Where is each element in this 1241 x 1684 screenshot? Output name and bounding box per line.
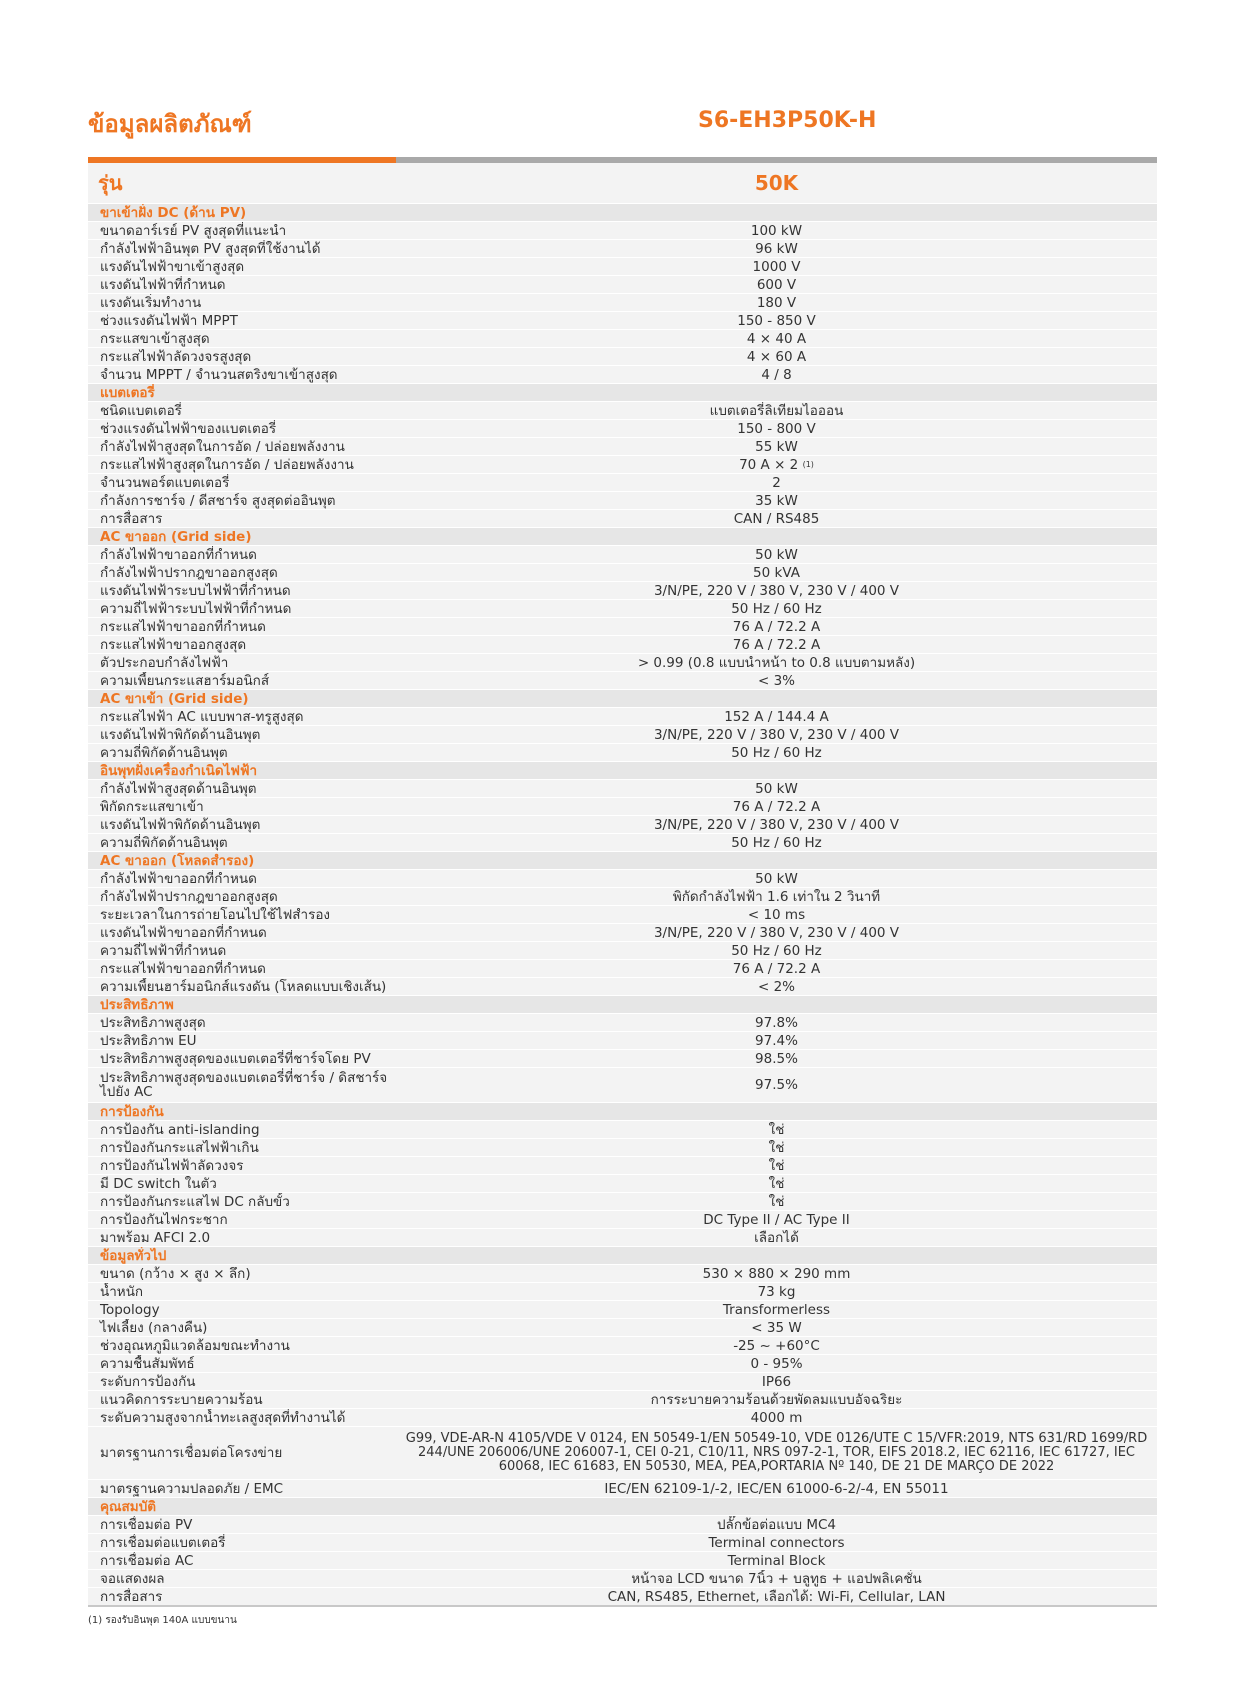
- spec-label: กำลังไฟฟ้าปรากฎขาออกสูงสุด: [88, 888, 396, 906]
- spec-label: แรงดันไฟฟ้าพิกัดด้านอินพุต: [88, 726, 396, 744]
- spec-row: [88, 1552, 1157, 1570]
- spec-row: [88, 1409, 1157, 1427]
- model-row: [88, 163, 1157, 204]
- spec-row: [88, 924, 1157, 942]
- spec-value-text: การระบายความร้อนด้วยพัดลมแบบอัจฉริยะ: [650, 1391, 903, 1408]
- spec-value: [396, 546, 1157, 564]
- spec-row: [88, 618, 1157, 636]
- spec-value: [396, 258, 1157, 276]
- spec-label: มาพร้อม AFCI 2.0: [88, 1229, 396, 1247]
- spec-value: [396, 456, 1157, 474]
- section-header: [88, 528, 1157, 546]
- spec-value: [396, 240, 1157, 258]
- spec-row: [88, 654, 1157, 672]
- spec-value-text: 1000 V: [752, 258, 801, 275]
- spec-row: [88, 1121, 1157, 1139]
- spec-label: ตัวประกอบกำลังไฟฟ้า: [88, 654, 396, 672]
- spec-label: การป้องกัน anti-islanding: [88, 1121, 396, 1139]
- spec-label: ไฟเลี้ยง (กลางคืน): [88, 1319, 396, 1337]
- spec-value-text: 3/N/PE, 220 V / 380 V, 230 V / 400 V: [653, 924, 900, 941]
- spec-row: [88, 1283, 1157, 1301]
- spec-value: [396, 330, 1157, 348]
- spec-value-text: ใช่: [768, 1157, 785, 1174]
- spec-row: [88, 1139, 1157, 1157]
- section-header: [88, 852, 1157, 870]
- spec-value: [396, 564, 1157, 582]
- spec-value-text: พิกัดกำลังไฟฟ้า 1.6 เท่าใน 2 วินาที: [672, 888, 881, 905]
- spec-label: ขนาดอาร์เรย์ PV สูงสุดที่แนะนำ: [88, 222, 396, 240]
- spec-label: แรงดันเริ่มทำงาน: [88, 294, 396, 312]
- spec-value: [396, 1552, 1157, 1570]
- spec-row: [88, 978, 1157, 996]
- spec-value: [396, 1157, 1157, 1175]
- spec-row: [88, 222, 1157, 240]
- spec-label: แรงดันไฟฟ้าพิกัดด้านอินพุต: [88, 816, 396, 834]
- section-title: การป้องกัน: [88, 1103, 1157, 1121]
- spec-value-text: 76 A / 72.2 A: [732, 618, 821, 635]
- spec-value-text: 3/N/PE, 220 V / 380 V, 230 V / 400 V: [653, 726, 900, 743]
- spec-label: ระดับความสูงจากน้ำทะเลสูงสุดที่ทำงานได้: [88, 1409, 396, 1427]
- spec-label: กระแสขาเข้าสูงสุด: [88, 330, 396, 348]
- spec-value: [396, 654, 1157, 672]
- spec-value-text: 96 kW: [755, 240, 798, 257]
- spec-row: [88, 1570, 1157, 1588]
- model-label: รุ่น: [88, 163, 396, 204]
- spec-row: [88, 1193, 1157, 1211]
- spec-label: แรงดันไฟฟ้าขาออกที่กำหนด: [88, 924, 396, 942]
- spec-label: การเชื่อมต่อแบตเตอรี่: [88, 1534, 396, 1552]
- spec-label: กำลังไฟฟ้าปรากฎขาออกสูงสุด: [88, 564, 396, 582]
- spec-row: [88, 1391, 1157, 1409]
- spec-value: [396, 1570, 1157, 1588]
- spec-row: [88, 312, 1157, 330]
- spec-value: [396, 492, 1157, 510]
- section-header: [88, 762, 1157, 780]
- section-header: [88, 996, 1157, 1014]
- spec-value: [396, 1355, 1157, 1373]
- spec-row: [88, 438, 1157, 456]
- spec-row: [88, 708, 1157, 726]
- section-title: ประสิทธิภาพ: [88, 996, 1157, 1014]
- spec-value: [396, 906, 1157, 924]
- spec-value-text: 2: [772, 474, 781, 491]
- spec-value: [396, 1337, 1157, 1355]
- spec-value-text: -25 ~ +60°C: [733, 1337, 820, 1354]
- page-title: ข้อมูลผลิตภัณฑ์: [88, 110, 252, 138]
- spec-row: [88, 1480, 1157, 1498]
- spec-value: [396, 1373, 1157, 1391]
- spec-label: ความเพี้ยนกระแสฮาร์มอนิกส์: [88, 672, 396, 690]
- spec-label: ช่วงแรงดันไฟฟ้า MPPT: [88, 312, 396, 330]
- spec-value-text: DC Type II / AC Type II: [703, 1211, 850, 1228]
- spec-label: ชนิดแบตเตอรี่: [88, 402, 396, 420]
- spec-value-text: 4 / 8: [761, 366, 792, 383]
- spec-label: การสื่อสาร: [88, 510, 396, 528]
- spec-value-text: 530 × 880 × 290 mm: [702, 1265, 851, 1282]
- spec-value: [396, 438, 1157, 456]
- spec-value: [396, 942, 1157, 960]
- spec-label: การสื่อสาร: [88, 1588, 396, 1607]
- spec-row: [88, 1355, 1157, 1373]
- spec-label: กำลังไฟฟ้าขาออกที่กำหนด: [88, 546, 396, 564]
- spec-value: [396, 1193, 1157, 1211]
- spec-value: [396, 1391, 1157, 1409]
- spec-value: [396, 816, 1157, 834]
- spec-label: กระแสไฟฟ้าขาออกที่กำหนด: [88, 960, 396, 978]
- spec-value: [396, 636, 1157, 654]
- spec-value: [396, 780, 1157, 798]
- spec-value-text: 50 Hz / 60 Hz: [731, 600, 822, 617]
- spec-value-text: < 2%: [757, 978, 796, 995]
- spec-value-text: 50 kVA: [753, 564, 800, 581]
- spec-label: ประสิทธิภาพสูงสุดของแบตเตอรี่ที่ชาร์จ / ดิสชาร์จไปยัง AC: [88, 1068, 396, 1103]
- section-header: [88, 1498, 1157, 1516]
- spec-row: [88, 564, 1157, 582]
- spec-value-text: 97.8%: [755, 1014, 798, 1031]
- spec-label: ความถี่ไฟฟ้าที่กำหนด: [88, 942, 396, 960]
- section-title: AC ขาออก (Grid side): [88, 528, 1157, 546]
- spec-row: [88, 582, 1157, 600]
- spec-row: [88, 348, 1157, 366]
- spec-value-text: Terminal Block: [727, 1552, 826, 1569]
- spec-label: กระแสไฟฟ้าสูงสุดในการอัด / ปล่อยพลังงาน: [88, 456, 396, 474]
- spec-value: [396, 1229, 1157, 1247]
- spec-label: ความเพี้ยนฮาร์มอนิกส์แรงดัน (โหลดแบบเชิงเส้น): [88, 978, 396, 996]
- spec-value-text: > 0.99 (0.8 แบบนำหน้า to 0.8 แบบตามหลัง): [637, 654, 916, 671]
- section-header: [88, 1247, 1157, 1265]
- spec-row: [88, 672, 1157, 690]
- spec-label: Topology: [88, 1301, 396, 1319]
- spec-label: น้ำหนัก: [88, 1283, 396, 1301]
- spec-row: [88, 294, 1157, 312]
- spec-value-text: CAN, RS485, Ethernet, เลือกได้: Wi-Fi, Cellular, LAN: [607, 1588, 946, 1605]
- spec-value: [396, 510, 1157, 528]
- spec-label: กระแสไฟฟ้าขาออกที่กำหนด: [88, 618, 396, 636]
- section-title: ข้อมูลทั่วไป: [88, 1247, 1157, 1265]
- spec-value-text: < 35 W: [751, 1319, 802, 1336]
- spec-value-text: 150 - 800 V: [737, 420, 816, 437]
- spec-value: [396, 924, 1157, 942]
- spec-value-text: 50 Hz / 60 Hz: [731, 744, 822, 761]
- spec-row: [88, 798, 1157, 816]
- spec-value: [396, 1516, 1157, 1534]
- spec-label: ประสิทธิภาพสูงสุดของแบตเตอรี่ที่ชาร์จโดย PV: [88, 1050, 396, 1068]
- spec-value: [396, 1175, 1157, 1193]
- spec-label: แรงดันไฟฟ้าระบบไฟฟ้าที่กำหนด: [88, 582, 396, 600]
- spec-value-text: 50 kW: [755, 546, 798, 563]
- spec-row: [88, 816, 1157, 834]
- spec-row: [88, 1516, 1157, 1534]
- spec-value: [396, 870, 1157, 888]
- spec-value-text: < 3%: [757, 672, 796, 689]
- spec-label: กระแสไฟฟ้า AC แบบพาส-ทรูสูงสุด: [88, 708, 396, 726]
- spec-value: [396, 1283, 1157, 1301]
- spec-label: กำลังไฟฟ้าอินพุต PV สูงสุดที่ใช้งานได้: [88, 240, 396, 258]
- model-value: 50K: [396, 163, 1157, 204]
- spec-value-text: G99, VDE-AR-N 4105/VDE V 0124, EN 50549-1/EN 50549-10, VDE 0126/UTE C 15/VFR:2019, NTS 631/RD 1699/RD 244/UNE 206006/UNE 206007-1, CEI 0-21, C10/11, NRS 097-2-1, TOR, EIFS 2018.2, IEC 62116, IEC 61727, IEC 60068, IEC 61683, EN 50530, MEA, PEA,PORTARIA Nº 140, DE 21 DE MARÇO DE 2022: [405, 1431, 1148, 1474]
- spec-value: [396, 1427, 1157, 1480]
- spec-value-text: 600 V: [756, 276, 797, 293]
- section-title: อินพุทฝั่งเครื่องกำเนิดไฟฟ้า: [88, 762, 1157, 780]
- spec-value: [396, 222, 1157, 240]
- spec-value: [396, 1211, 1157, 1229]
- spec-value-text: 4 × 60 A: [746, 348, 807, 365]
- spec-value: [396, 1068, 1157, 1103]
- spec-value-text: 50 Hz / 60 Hz: [731, 942, 822, 959]
- spec-label: กำลังไฟฟ้าสูงสุดด้านอินพุต: [88, 780, 396, 798]
- spec-value-text: 4 × 40 A: [746, 330, 807, 347]
- spec-label: การป้องกันกระแสไฟฟ้าเกิน: [88, 1139, 396, 1157]
- spec-value-text: หน้าจอ LCD ขนาด 7นิ้ว + บลูทูธ + แอปพลิเคชั่น: [631, 1570, 922, 1587]
- spec-value-text: ปลั๊กข้อต่อแบบ MC4: [716, 1516, 837, 1533]
- spec-value-text: 70 A × 2: [739, 456, 799, 473]
- spec-label: มาตรฐานการเชื่อมต่อโครงข่าย: [88, 1427, 396, 1480]
- spec-value-text: 0 - 95%: [750, 1355, 803, 1372]
- spec-value-text: Terminal connectors: [708, 1534, 845, 1551]
- spec-row: [88, 1014, 1157, 1032]
- spec-row: [88, 258, 1157, 276]
- spec-value-text: แบตเตอรี่ลิเทียมไอออน: [709, 402, 844, 419]
- spec-value-text: 4000 m: [750, 1409, 803, 1426]
- spec-row: [88, 366, 1157, 384]
- spec-value: [396, 798, 1157, 816]
- spec-value-text: เลือกได้: [754, 1229, 799, 1246]
- spec-row: [88, 1319, 1157, 1337]
- footnote: (1) รองรับอินพุต 140A แบบขนาน: [88, 1615, 237, 1626]
- spec-row: [88, 726, 1157, 744]
- spec-row: [88, 1373, 1157, 1391]
- spec-row: [88, 906, 1157, 924]
- spec-value: [396, 1265, 1157, 1283]
- spec-value: [396, 348, 1157, 366]
- spec-row: [88, 888, 1157, 906]
- section-header: [88, 690, 1157, 708]
- spec-label: มี DC switch ในตัว: [88, 1175, 396, 1193]
- spec-table: [88, 163, 1157, 1607]
- spec-label: จำนวน MPPT / จำนวนสตริงขาเข้าสูงสุด: [88, 366, 396, 384]
- spec-row: [88, 600, 1157, 618]
- section-header: [88, 204, 1157, 222]
- spec-value-text: 150 - 850 V: [737, 312, 816, 329]
- spec-value-text: ใช่: [768, 1139, 785, 1156]
- spec-row: [88, 1427, 1157, 1480]
- spec-value: [396, 582, 1157, 600]
- spec-row: [88, 1157, 1157, 1175]
- spec-row: [88, 942, 1157, 960]
- spec-row: [88, 546, 1157, 564]
- spec-value: [396, 312, 1157, 330]
- spec-value: [396, 1032, 1157, 1050]
- spec-value-text: 73 kg: [757, 1283, 796, 1300]
- spec-row: [88, 1211, 1157, 1229]
- spec-value: [396, 960, 1157, 978]
- spec-row: [88, 780, 1157, 798]
- spec-value-text: < 10 ms: [747, 906, 806, 923]
- spec-label: ระดับการป้องกัน: [88, 1373, 396, 1391]
- section-header: [88, 384, 1157, 402]
- spec-value-text: 100 kW: [750, 222, 803, 239]
- spec-value-text: ใช่: [768, 1175, 785, 1192]
- spec-value: [396, 1139, 1157, 1157]
- spec-label: ประสิทธิภาพ EU: [88, 1032, 396, 1050]
- spec-row: [88, 834, 1157, 852]
- spec-label: ประสิทธิภาพสูงสุด: [88, 1014, 396, 1032]
- spec-row: [88, 1050, 1157, 1068]
- spec-row: [88, 474, 1157, 492]
- spec-value-text: 76 A / 72.2 A: [732, 960, 821, 977]
- spec-row: [88, 1032, 1157, 1050]
- spec-label: แรงดันไฟฟ้าขาเข้าสูงสุด: [88, 258, 396, 276]
- spec-value-text: 97.4%: [755, 1032, 798, 1049]
- spec-row: [88, 1337, 1157, 1355]
- section-title: ขาเข้าฝั่ง DC (ด้าน PV): [88, 204, 1157, 222]
- spec-value-text: 98.5%: [755, 1050, 798, 1067]
- spec-value-text: 50 kW: [755, 780, 798, 797]
- spec-value-text: 50 Hz / 60 Hz: [731, 834, 822, 851]
- spec-label: การป้องกันไฟกระชาก: [88, 1211, 396, 1229]
- spec-value: [396, 744, 1157, 762]
- spec-row: [88, 1229, 1157, 1247]
- spec-row: [88, 510, 1157, 528]
- spec-label: ความถี่ไฟฟ้าระบบไฟฟ้าที่กำหนด: [88, 600, 396, 618]
- spec-value: [396, 474, 1157, 492]
- spec-value-text: ใช่: [768, 1121, 785, 1138]
- spec-value-text: ใช่: [768, 1193, 785, 1210]
- spec-value-text: IEC/EN 62109-1/-2, IEC/EN 61000-6-2/-4, EN 55011: [604, 1480, 949, 1497]
- spec-value-text: 76 A / 72.2 A: [732, 636, 821, 653]
- section-header: [88, 1103, 1157, 1121]
- spec-value-text: 97.5%: [755, 1077, 798, 1093]
- spec-row: [88, 960, 1157, 978]
- spec-row: [88, 456, 1157, 474]
- spec-value: [396, 708, 1157, 726]
- section-title: แบตเตอรี่: [88, 384, 1157, 402]
- spec-row: [88, 330, 1157, 348]
- spec-label: จำนวนพอร์ตแบตเตอรี่: [88, 474, 396, 492]
- spec-label: แนวคิดการระบายความร้อน: [88, 1391, 396, 1409]
- spec-value-text: 35 kW: [755, 492, 798, 509]
- spec-row: [88, 1175, 1157, 1193]
- spec-value-text: 55 kW: [755, 438, 798, 455]
- spec-label: การป้องกันกระแสไฟ DC กลับขั้ว: [88, 1193, 396, 1211]
- spec-row: [88, 1588, 1157, 1607]
- spec-row: [88, 492, 1157, 510]
- spec-label: จอแสดงผล: [88, 1570, 396, 1588]
- spec-label: ช่วงแรงดันไฟฟ้าของแบตเตอรี่: [88, 420, 396, 438]
- section-title: คุณสมบัติ: [88, 1498, 1157, 1516]
- spec-value-text: 76 A / 72.2 A: [732, 798, 821, 815]
- spec-label: การเชื่อมต่อ AC: [88, 1552, 396, 1570]
- spec-value: [396, 1121, 1157, 1139]
- spec-value-text: 50 kW: [755, 870, 798, 887]
- spec-value: [396, 1319, 1157, 1337]
- spec-label: ความถี่พิกัดด้านอินพุต: [88, 744, 396, 762]
- spec-value-text: 152 A / 144.4 A: [724, 708, 829, 725]
- spec-row: [88, 276, 1157, 294]
- model-name: S6-EH3P50K-H: [698, 108, 877, 133]
- spec-value: [396, 978, 1157, 996]
- spec-label: ช่วงอุณหภูมิแวดล้อมขณะทำงาน: [88, 1337, 396, 1355]
- spec-label: แรงดันไฟฟ้าที่กำหนด: [88, 276, 396, 294]
- spec-row: [88, 636, 1157, 654]
- spec-value: [396, 618, 1157, 636]
- spec-row: [88, 402, 1157, 420]
- spec-value: [396, 1534, 1157, 1552]
- spec-label: กำลังไฟฟ้าขาออกที่กำหนด: [88, 870, 396, 888]
- spec-value: [396, 1409, 1157, 1427]
- spec-row: [88, 1534, 1157, 1552]
- spec-value-text: 3/N/PE, 220 V / 380 V, 230 V / 400 V: [653, 582, 900, 599]
- spec-label: มาตรฐานความปลอดภัย / EMC: [88, 1480, 396, 1498]
- section-title: AC ขาเข้า (Grid side): [88, 690, 1157, 708]
- spec-row: [88, 1068, 1157, 1103]
- spec-value: [396, 726, 1157, 744]
- spec-value: [396, 1014, 1157, 1032]
- spec-label: ความชื้นสัมพัทธ์: [88, 1355, 396, 1373]
- spec-value-text: Transformerless: [722, 1301, 831, 1318]
- spec-label: ระยะเวลาในการถ่ายโอนไปใช้ไฟสำรอง: [88, 906, 396, 924]
- footnote-marker: (1): [802, 459, 814, 469]
- spec-value: [396, 1301, 1157, 1319]
- spec-value-text: 180 V: [756, 294, 797, 311]
- spec-label: การป้องกันไฟฟ้าลัดวงจร: [88, 1157, 396, 1175]
- spec-value: [396, 1480, 1157, 1498]
- spec-label: กำลังไฟฟ้าสูงสุดในการอัด / ปล่อยพลังงาน: [88, 438, 396, 456]
- spec-label: พิกัดกระแสขาเข้า: [88, 798, 396, 816]
- spec-value: [396, 672, 1157, 690]
- spec-label: กำลังการชาร์จ / ดีสชาร์จ สูงสุดต่ออินพุต: [88, 492, 396, 510]
- section-title: AC ขาออก (โหลดสำรอง): [88, 852, 1157, 870]
- spec-value: [396, 1050, 1157, 1068]
- spec-label: กระแสไฟฟ้าลัดวงจรสูงสุด: [88, 348, 396, 366]
- spec-value-text: IP66: [761, 1373, 792, 1390]
- spec-label: ความถี่พิกัดด้านอินพุต: [88, 834, 396, 852]
- spec-label: ขนาด (กว้าง × สูง × ลึก): [88, 1265, 396, 1283]
- spec-row: [88, 1301, 1157, 1319]
- spec-row: [88, 870, 1157, 888]
- spec-value: [396, 600, 1157, 618]
- spec-row: [88, 1265, 1157, 1283]
- spec-value-text: 3/N/PE, 220 V / 380 V, 230 V / 400 V: [653, 816, 900, 833]
- spec-label: การเชื่อมต่อ PV: [88, 1516, 396, 1534]
- spec-value: [396, 276, 1157, 294]
- spec-value: [396, 834, 1157, 852]
- spec-value-text: CAN / RS485: [733, 510, 820, 527]
- spec-row: [88, 420, 1157, 438]
- spec-value: [396, 888, 1157, 906]
- spec-value: [396, 420, 1157, 438]
- spec-value: [396, 1588, 1157, 1607]
- spec-row: [88, 240, 1157, 258]
- spec-value: [396, 402, 1157, 420]
- spec-row: [88, 744, 1157, 762]
- spec-label: กระแสไฟฟ้าขาออกสูงสุด: [88, 636, 396, 654]
- spec-value: [396, 366, 1157, 384]
- spec-value: [396, 294, 1157, 312]
